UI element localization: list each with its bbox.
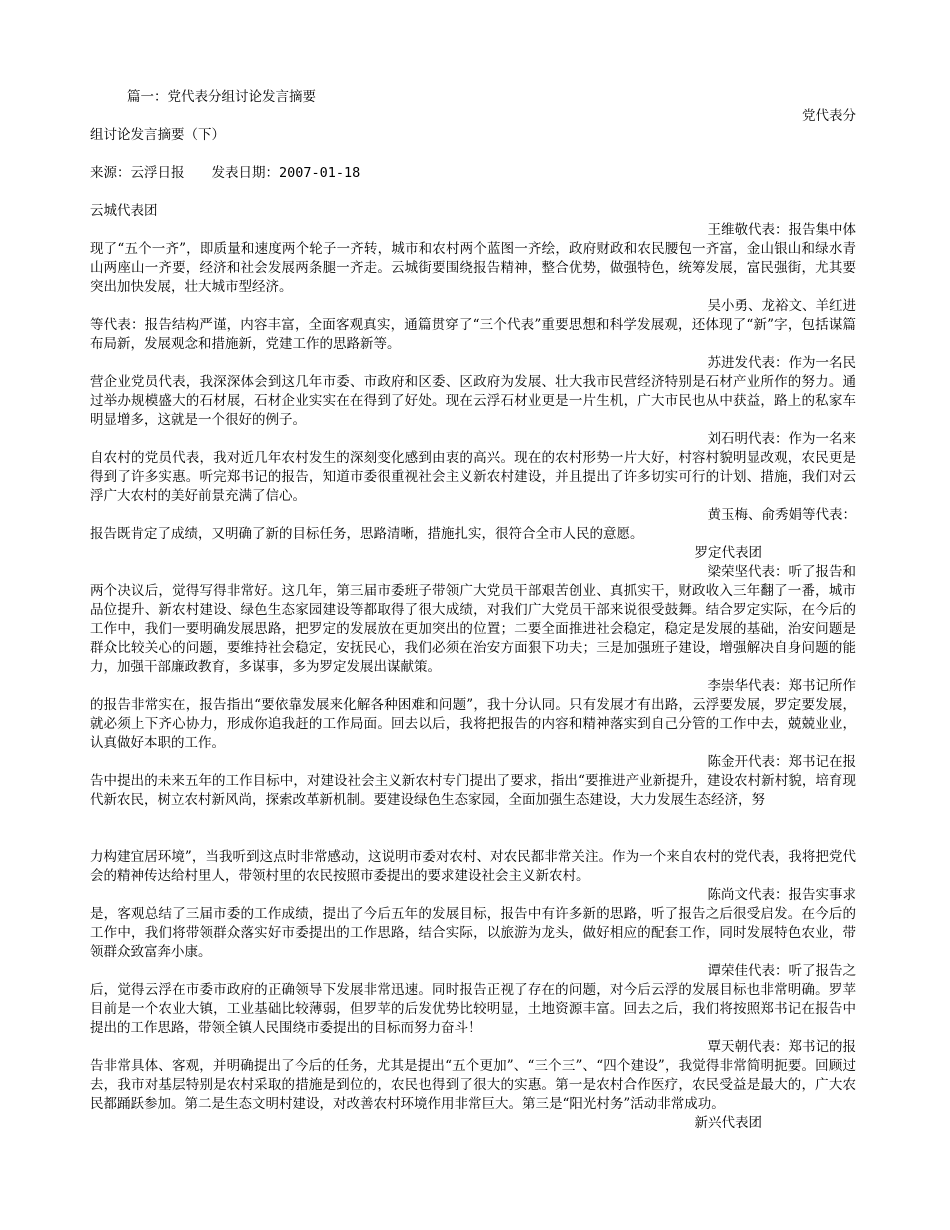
group-heading-yuncheng: 云城代表团	[90, 203, 158, 219]
speaker-lead: 黄玉梅、俞秀娟等代表：	[707, 507, 856, 523]
source-line	[90, 164, 856, 183]
speech-paragraph: 自农村的党员代表，我对近几年农村发生的深刻变化感到由衷的高兴。现在的农村形势一片大好，村容村貌明显改观，农民更是得到了许多实惠。听完郑书记的报告，知道市委很重视社会主义新农村建设，并且提出了许多切实可行的计划、措施，我们对云浮广大农村的美好前景充满了信心。	[90, 450, 856, 504]
doc-subtitle-part-a: 党代表分	[802, 108, 856, 124]
speech-paragraph: 是，客观总结了三届市委的工作成绩，提出了今后五年的发展目标，报告中有许多新的思路，听了报告之后很受启发。在今后的工作中，我们将带领群众落实好市委提出的工作思路，结合实际，以旅游为龙头，做好相应的配套工作，同时发展特色农业，带领群众致富奔小康。	[90, 906, 856, 960]
speaker-lead: 吴小勇、龙裕文、羊红进	[707, 298, 856, 314]
page-break-gap	[90, 810, 856, 848]
speech-paragraph: 后，觉得云浮在市委市政府的正确领导下发展非常迅速。同时报告正视了存在的问题，对今后云浮的发展目标也非常明确。罗苹目前是一个农业大镇，工业基础比较薄弱，但罗苹的后发优势比较明显，土地资源丰富。回去之后，我们将按照郑书记在报告中提出的工作思路，带领全镇人民围绕市委提出的目标而努力奋斗！	[90, 982, 856, 1036]
speaker-lead: 陈尚文代表：报告实事求	[707, 887, 856, 903]
speech-paragraph: 报告既肯定了成绩，又明确了新的目标任务，思路清晰，措施扎实，很符合全市人民的意愿。	[90, 526, 644, 542]
speech-paragraph-continued: 力构建宜居环境”，当我听到这点时非常感动，这说明市委对农村、对农民都非常关注。作为一个来自农村的党代表，我将把党代会的精神传达给村里人，带领村里的农民按照市委提出的要求建设社会主义新农村。	[90, 849, 856, 884]
date-value: 2007-01-18	[279, 165, 361, 181]
speech-paragraph: 等代表：报告结构严谨，内容丰富，全面客观真实，通篇贯穿了“三个代表”重要思想和科学发展观，还体现了“新”字，包括谋篇布局新，发展观念和措施新，党建工作的思路新等。	[90, 317, 856, 352]
date-label: 发表日期：	[211, 165, 279, 181]
speaker-lead: 王维敬代表：报告集中体	[707, 222, 856, 238]
speaker-lead: 谭荣佳代表：听了报告之	[707, 963, 856, 979]
doc-subtitle-part-b: 组讨论发言摘要（下）	[90, 127, 225, 143]
speech-paragraph: 的报告非常实在，报告指出“要依靠发展来化解各种困难和问题”，我十分认同。只有发展才有出路，云浮要发展，罗定要发展，就必须上下齐心协力，形成你追我赶的工作局面。回去以后，我将把报告的内容和精神落实到自己分管的工作中去，兢兢业业，认真做好本职的工作。	[90, 697, 856, 751]
speaker-lead: 覃天朝代表：郑书记的报	[707, 1039, 856, 1055]
source-label: 来源：云浮日报	[90, 165, 185, 181]
speaker-lead: 梁荣坚代表：听了报告和	[707, 564, 856, 580]
speech-paragraph: 告中提出的未来五年的工作目标中，对建设社会主义新农村专门提出了要求，指出“要推进产业新提升，建设农村新村貌，培育现代新农民，树立农村新风尚，探索改革新机制。要建设绿色生态家园，全面加强生态建设，大力发展生态经济，努	[90, 773, 856, 808]
document-page	[90, 88, 856, 1133]
speech-paragraph: 营企业党员代表，我深深体会到这几年市委、市政府和区委、区政府为发展、壮大我市民营经济特别是石材产业所作的努力。通过举办规模盛大的石材展，石材企业实实在在得到了好处。现在云浮石材业更是一片生机，广大市民也从中获益，路上的私家车明显增多，这就是一个很好的例子。	[90, 374, 856, 428]
speaker-lead: 陈金开代表：郑书记在报	[707, 754, 856, 770]
speech-paragraph: 现了“五个一齐”，即质量和速度两个轮子一齐转，城市和农村两个蓝图一齐绘，政府财政和农民腰包一齐富，金山银山和绿水青山两座山一齐要，经济和社会发展两条腿一齐走。云城街要围绕报告精神，整合优势，做强特色，统筹发展，富民强街，尤其要突出加快发展，壮大城市型经济。	[90, 241, 856, 295]
speaker-lead: 李崇华代表：郑书记所作	[707, 678, 856, 694]
group-heading-xinxing: 新兴代表团	[694, 1115, 762, 1131]
speech-paragraph: 两个决议后，觉得写得非常好。这几年，第三届市委班子带领广大党员干部艰苦创业、真抓实干，财政收入三年翻了一番，城市品位提升、新农村建设、绿色生态家园建设等都取得了很大成绩，对我们广大党员干部来说很受鼓舞。结合罗定实际，在今后的工作中，我们一要明确发展思路，把罗定的发展放在更加突出的位置；二要全面推进社会稳定，稳定是发展的基础，治安问题是群众比较关心的问题，要维持社会稳定，安抚民心，我们必须在治安方面狠下功夫；三是加强班子建设，增强解决自身问题的能力，加强干部廉政教育，多谋事，多为罗定发展出谋献策。	[90, 583, 856, 675]
speaker-lead: 刘石明代表：作为一名来	[707, 431, 856, 447]
group-heading-luoding: 罗定代表团	[694, 545, 762, 561]
speech-paragraph: 告非常具体、客观，并明确提出了今后的任务，尤其是提出“五个更加”、“三个三”、“四个建设”，我觉得非常简明扼要。回顾过去，我市对基层特别是农村采取的措施是到位的，农民也得到了很大的实惠。第一是农村合作医疗，农民受益是最大的，广大农民都踊跃参加。第二是生态文明村建设，对改善农村环境作用非常巨大。第三是“阳光村务”活动非常成功。	[90, 1058, 856, 1112]
speaker-lead: 苏进发代表：作为一名民	[707, 355, 856, 371]
doc-title: 篇一：党代表分组讨论发言摘要	[127, 89, 316, 105]
